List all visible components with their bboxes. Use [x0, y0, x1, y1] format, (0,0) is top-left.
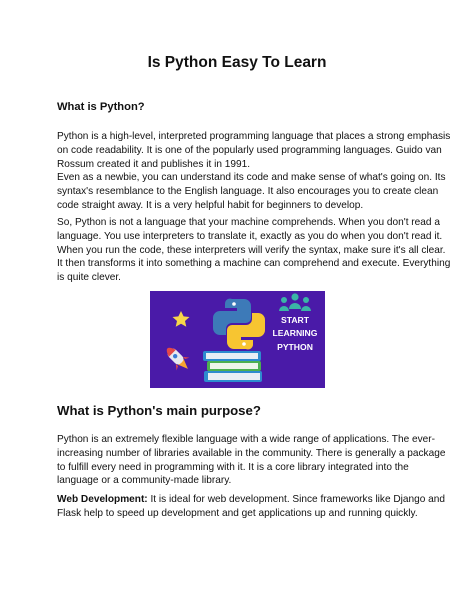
web-development-label: Web Development: [57, 494, 148, 505]
text-line: Flask help to speed up development and get applications up and running quickly. [57, 507, 418, 519]
star-icon [173, 311, 190, 327]
text-line: code straight away. It is a very helpful habit for beginners to develop. [57, 199, 364, 211]
text-line: increasing number of libraries available in the community. There is generally a package [57, 447, 446, 459]
banner-text-learning: LEARNING [272, 328, 318, 338]
books-icon [203, 351, 262, 382]
paragraph-interpreters [57, 216, 451, 285]
text-line: language or a community-made library. [57, 475, 232, 487]
people-icon [279, 293, 311, 311]
paragraph-python-intro [57, 130, 451, 213]
heading-main-purpose: What is Python's main purpose? [57, 403, 261, 418]
banner-illustration [150, 291, 325, 388]
text-line: So, Python is not a language that your machine comprehends. When you don't read a [57, 217, 440, 228]
banner-text-start: START [280, 315, 309, 325]
text-line: When you run the code, these interpreters will verify the syntax, make sure it's all clear. [57, 244, 446, 256]
paragraph-applications [57, 433, 446, 488]
text-line: is quite clever. [57, 272, 121, 284]
text-line: on code readability. It is one of the popularly used programming languages. Guido van [57, 144, 442, 156]
start-learning-python-banner [150, 291, 325, 388]
rocket-icon [161, 342, 194, 375]
text-line: to fulfill every need in programming with it. It is a core library integrated into the [57, 461, 409, 473]
page-title: Is Python Easy To Learn [147, 54, 327, 71]
text-line: Python is an extremely flexible language with a wide range of applications. The ever- [57, 434, 435, 445]
text-line: Even as a newbie, you can understand its code and make sense of what's going on. Its [57, 172, 446, 184]
paragraph-web-development [57, 493, 446, 521]
text-line: Python is a high-level, interpreted programming language that places a strong emphasis [57, 131, 451, 142]
web-development-text: It is ideal for web development. Since frameworks like Django and [147, 494, 446, 505]
text-line: Rossum created it and publishes it in 1991. [57, 158, 251, 170]
text-line: language. You use interpreters to translate it, exactly as you do when you don't read it. [57, 230, 443, 242]
banner-text-python: PYTHON [277, 342, 313, 352]
python-logo-icon [213, 299, 265, 350]
text-line: It then transforms it into something a machine can comprehend and execute. Everything [57, 258, 451, 270]
text-line: syntax's resemblance to the English language. It also encourages you to create clean [57, 186, 439, 198]
text-line [57, 493, 446, 507]
heading-what-is-python: What is Python? [57, 101, 145, 113]
